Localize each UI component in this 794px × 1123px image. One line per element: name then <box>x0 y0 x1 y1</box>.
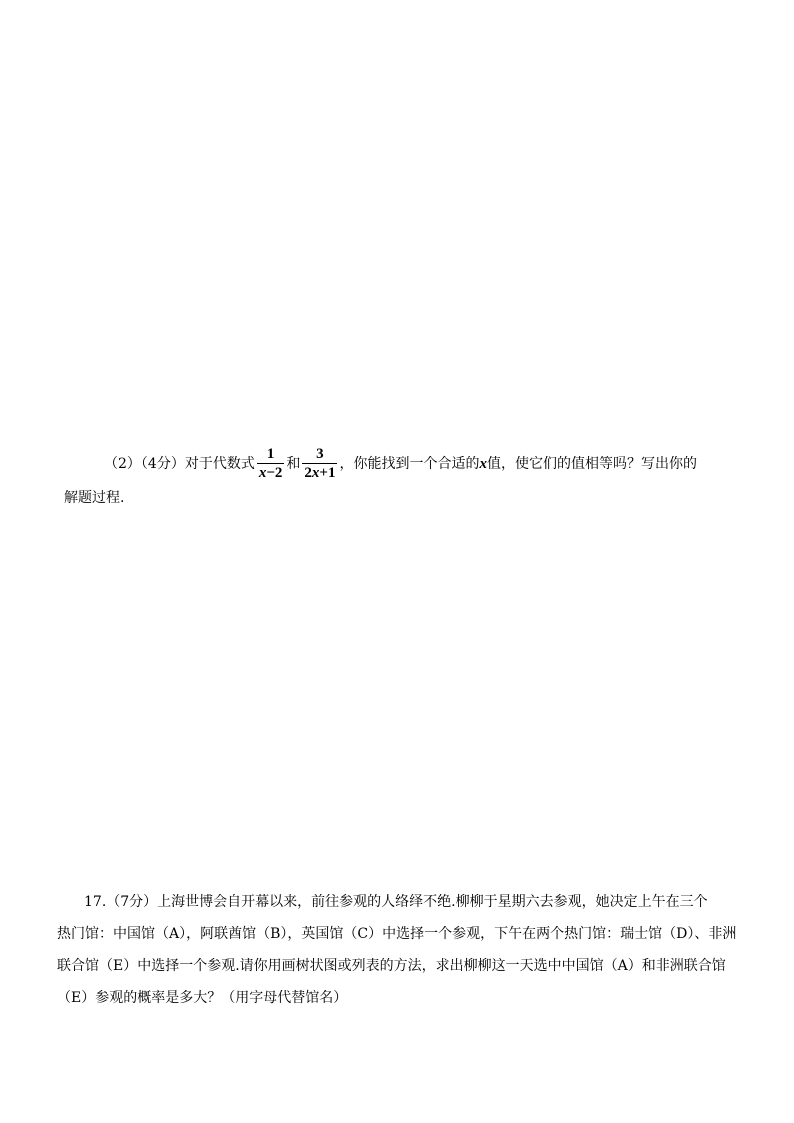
question-2-line-1 <box>104 446 697 482</box>
question-17-line-1: 17.（7分）上海世博会自开幕以来，前往参观的人络绎不绝.柳柳于星期六去参观，她决定上午在三个 <box>84 894 708 910</box>
question-2-connector: 和 <box>286 456 301 472</box>
question-2-middle: ，你能找到一个合适的 <box>339 456 480 472</box>
fraction-3-over-2x-plus-1 <box>302 446 337 482</box>
fraction-2-denominator-variable: x <box>311 465 320 481</box>
question-2-line-2: 解题过程. <box>64 490 125 506</box>
fraction-1-denominator-rest: −2 <box>266 465 283 481</box>
fraction-1-over-x-minus-2 <box>257 446 285 482</box>
fraction-1-denominator-variable: x <box>258 465 267 481</box>
fraction-1-denominator <box>257 463 285 482</box>
question-17-line-2: 热门馆：中国馆（A），阿联酋馆（B），英国馆（C）中选择一个参观，下午在两个热门馆：瑞士馆（D）、非洲 <box>57 926 737 942</box>
fraction-2-denominator-rest: +1 <box>319 465 336 481</box>
fraction-2-numerator: 3 <box>316 446 324 462</box>
fraction-1-numerator: 1 <box>266 446 275 462</box>
question-17-line-3: 联合馆（E）中选择一个参观.请你用画树状图或列表的方法，求出柳柳这一天选中中国馆（A）和非洲联合馆 <box>57 958 726 974</box>
question-2-variable: x <box>479 456 487 472</box>
question-2-suffix: 值，使它们的值相等吗？写出你的 <box>486 456 697 472</box>
fraction-2-denominator-coefficient: 2 <box>304 465 312 481</box>
question-2-prefix: （2）（4分）对于代数式 <box>104 456 255 472</box>
question-17-line-4: （E）参观的概率是多大？（用字母代替馆名） <box>57 990 348 1006</box>
fraction-2-denominator <box>302 463 337 482</box>
